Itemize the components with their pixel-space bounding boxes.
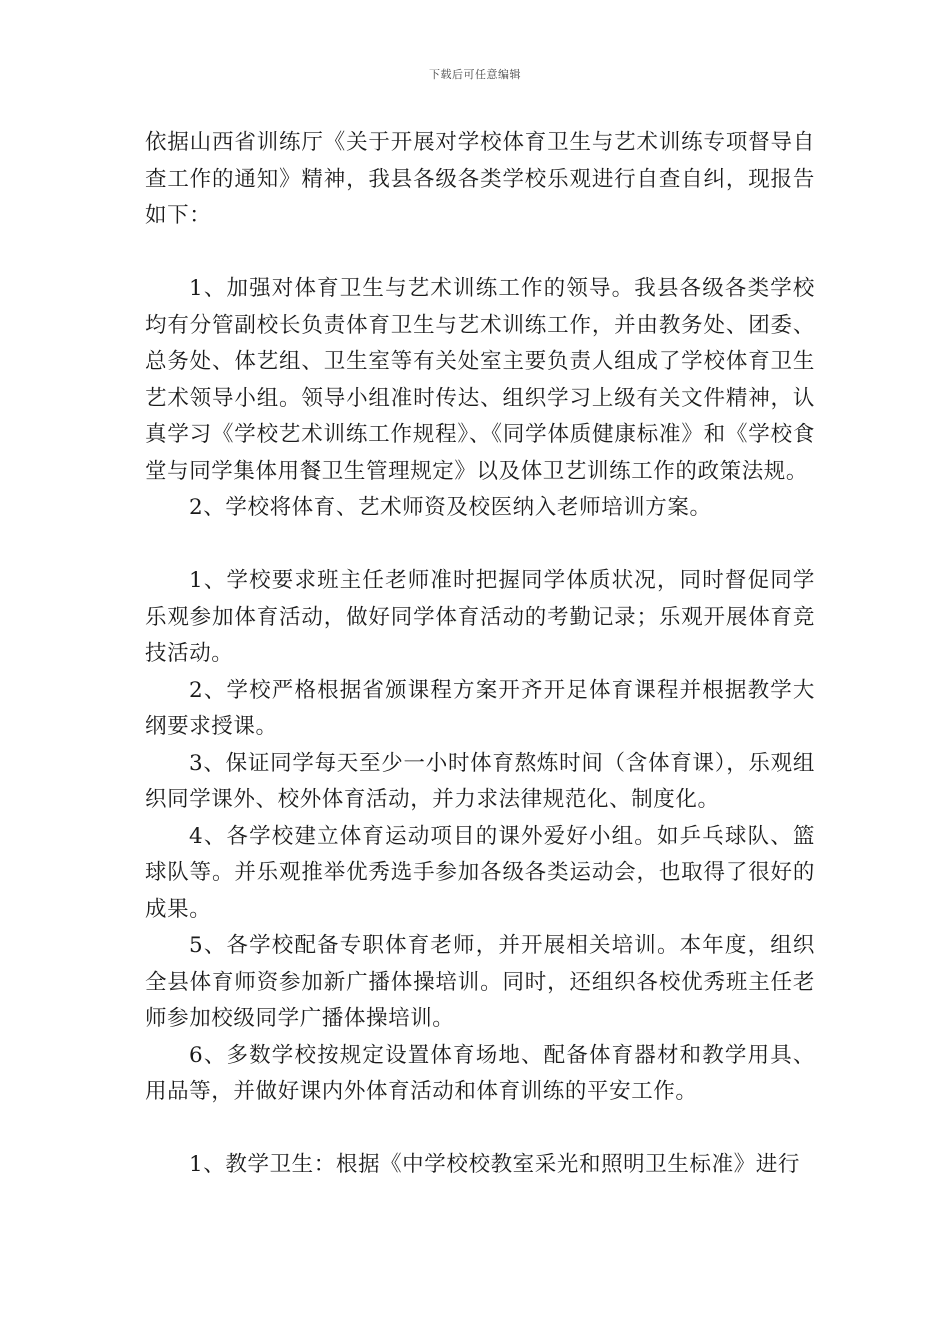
section2-item-6: 6、多数学校按规定设置体育场地、配备体育器材和教学用具、用品等，并做好课内外体育活动和体育训练的平安工作。: [145, 1042, 815, 1104]
intro-paragraph: 依据山西省训练厅《关于开展对学校体育卫生与艺术训练专项督导自查工作的通知》精神，我县各级各类学校乐观进行自查自纠，现报告如下：: [145, 130, 815, 228]
section-gap: [145, 1111, 815, 1148]
section2-item-5: 5、各学校配备专职体育老师，并开展相关培训。本年度，组织全县体育师资参加新广播体操培训。同时，还组织各校优秀班主任老师参加校级同学广播体操培训。: [145, 933, 815, 1031]
section2-item-4: 4、各学校建立体育运动项目的课外爱好小组。如乒乓球队、篮球队等。并乐观推举优秀选手参加各级各类运动会，也取得了很好的成果。: [145, 823, 815, 922]
header-note: 下载后可任意编辑: [429, 68, 521, 81]
section2-item-3: 3、保证同学每天至少一小时体育熬炼时间（含体育课），乐观组织同学课外、校外体育活动，并力求法律规范化、制度化。: [145, 750, 815, 812]
section1-item-2: 2、学校将体育、艺术师资及校医纳入老师培训方案。: [189, 495, 712, 520]
section2-item-1: 1、学校要求班主任老师准时把握同学体质状况，同时督促同学乐观参加体育活动，做好同学体育活动的考勤记录；乐观开展体育竞技活动。: [145, 568, 815, 666]
section-gap: [145, 235, 815, 272]
document-body: [145, 125, 815, 1184]
section1-item-1: 1、加强对体育卫生与艺术训练工作的领导。我县各级各类学校均有分管副校长负责体育卫生与艺术训练工作，并由教务处、团委、总务处、体艺组、卫生室等有关处室主要负责人组成了学校体育卫生艺术领导小组。领导小组准时传达、组织学习上级有关文件精神，认真学习《学校艺术训练工作规程》、《同学体质健康标准》和《学校食堂与同学集体用餐卫生管理规定》以及体卫艺训练工作的政策法规。: [145, 276, 815, 484]
section2-item-2: 2、学校严格根据省颁课程方案开齐开足体育课程并根据教学大纲要求授课。: [145, 677, 815, 739]
section-gap: [145, 527, 815, 564]
section3-item-1: 1、教学卫生：根据《中学校校教室采光和照明卫生标准》进行: [189, 1152, 800, 1177]
